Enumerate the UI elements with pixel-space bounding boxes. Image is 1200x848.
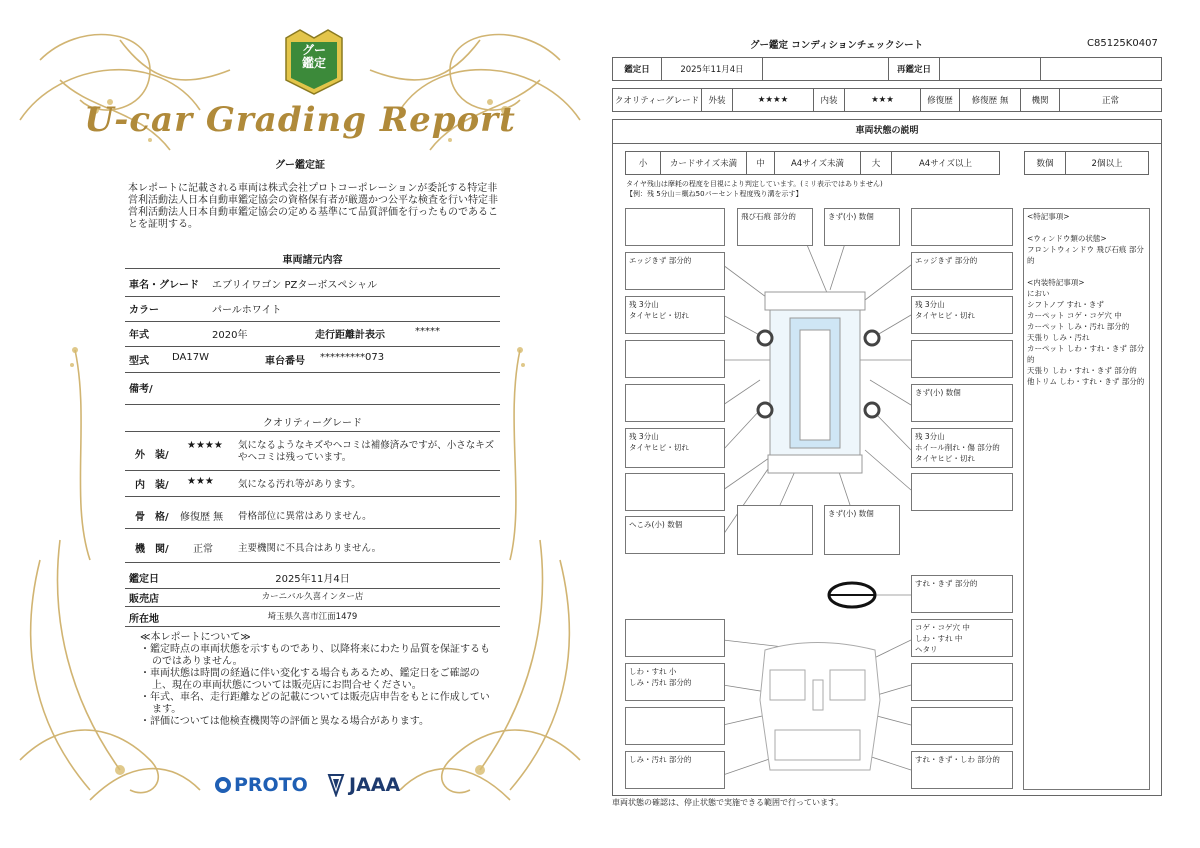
condition-box — [911, 208, 1013, 246]
interior-note-item: シフトノブ すれ・きず — [1027, 300, 1104, 309]
condition-box — [911, 663, 1013, 701]
tire-note-2: 【例：残 5分山＝概ね50パーセント程度残り溝を示す】 — [626, 190, 803, 198]
proto-logo-text: PROTO — [234, 774, 308, 796]
interior-label: 内 装/ — [135, 480, 169, 491]
right-front-edge-note: エッジきず 部分的 — [915, 256, 978, 265]
interior-label: 内装 — [814, 89, 845, 112]
right-front-tire-tread: 残 3分山 — [915, 300, 945, 309]
info-row-date — [125, 570, 500, 589]
legend-medium: 中 — [747, 152, 775, 175]
date-label: 鑑定日 — [613, 58, 662, 81]
certificate-text: 本レポートに記載される車両は株式会社プロトコーポレーションが委託する特定非営利活動法人日本自動車鑑定協会の資格保有者が厳選かつ公平な検査を行い特定非営利活動法人日本自動車鑑定協会の定める基準にて品質評価を行ったものであることを証明する。 — [128, 183, 498, 230]
rear-seat-stain-note: しみ・汚れ 部分的 — [629, 755, 692, 764]
proto-logo — [215, 772, 308, 798]
interior-note-item: カーペット しみ・汚れ 部分的 — [1027, 322, 1130, 331]
engine-label: 機関 — [1021, 89, 1060, 112]
condition-box — [824, 505, 900, 555]
left-rear-tire-tread: 残 3分山 — [629, 432, 659, 441]
certificate-title: グー鑑定証 — [275, 160, 325, 171]
windshield-chip-note: 飛び石痕 部分的 — [741, 212, 796, 221]
spec-row-remarks — [125, 380, 500, 405]
right-rear-tire-tread: 残 3分山 — [915, 432, 945, 441]
info-row-shop — [125, 590, 500, 607]
exterior-stars: ★★★★ — [187, 440, 223, 451]
name-label: 車名・グレード — [129, 280, 199, 291]
engine-text: 主要機関に不具合はありません。 — [238, 543, 382, 554]
left-front-tire-crack: タイヤヒビ・切れ — [629, 311, 689, 320]
report-notes — [140, 632, 490, 728]
spec-row-name — [125, 276, 500, 297]
jaaa-logo-text: JAAA — [349, 774, 401, 796]
frame-text: 骨格部位に異常はありません。 — [238, 511, 372, 522]
condition-box — [625, 208, 725, 246]
condition-box — [625, 384, 725, 422]
spec-row-year — [125, 326, 500, 347]
seat-sag-note: ヘタリ — [915, 645, 938, 654]
interior-stars: ★★★ — [187, 476, 214, 487]
condition-box — [911, 428, 1013, 468]
shop-label: 販売店 — [129, 594, 159, 605]
divider — [125, 431, 500, 432]
jaaa-logo-mark — [327, 773, 345, 797]
special-notes-title: <特記事項> — [1027, 212, 1070, 221]
legend-count: 数個 — [1025, 152, 1066, 175]
report-script-title: U-car Grading Report — [84, 100, 516, 140]
color-value: パールホワイト — [212, 305, 282, 316]
model-value: DA17W — [172, 352, 209, 363]
note-item: ・評価については他検査機関等の評価と異なる場合があります。 — [140, 716, 429, 727]
shop-value: カーニバル久喜インター店 — [261, 592, 364, 602]
right-rear-wheel-note: ホイール削れ・傷 部分的 — [915, 443, 1000, 452]
window-notes-title: <ウィンドウ類の状態> — [1027, 234, 1107, 243]
condition-box — [625, 296, 725, 334]
condition-box — [911, 751, 1013, 789]
condition-box — [911, 473, 1013, 511]
proto-logo-mark — [215, 777, 231, 793]
interior-note-item: におい — [1027, 289, 1050, 298]
model-label: 型式 — [129, 356, 149, 367]
condition-box — [737, 505, 813, 555]
condition-box — [911, 575, 1013, 613]
tire-note-1: タイヤ残山は摩耗の程度を目視により判定しています。(ミリ表示ではありません) — [626, 180, 883, 188]
year-label: 年式 — [129, 330, 149, 341]
remarks-label: 備考/ — [129, 384, 153, 395]
spec-row-color — [125, 301, 500, 322]
interior-notes-title: <内装特記事項> — [1027, 278, 1085, 287]
sheet-id: C85125K0407 — [1087, 38, 1158, 49]
interior-note-item: カーペット しわ・すれ・きず 部分的 — [1027, 344, 1145, 364]
condition-box — [625, 473, 725, 511]
rear-scratch-note: きず(小) 数個 — [828, 509, 874, 518]
exterior-label: 外 装/ — [135, 450, 169, 461]
address-value: 埼玉県久喜市江面1479 — [267, 612, 358, 622]
grade-row-exterior — [125, 438, 500, 471]
right-side-scratch-note: きず(小) 数個 — [915, 388, 961, 397]
chassis-value: *********073 — [320, 352, 385, 363]
left-rear-tire-crack: タイヤヒビ・切れ — [629, 443, 689, 452]
engine-value: 正常 — [1060, 89, 1162, 112]
goo-badge — [293, 44, 335, 70]
badge-line1: グー — [301, 43, 326, 57]
chassis-label: 車台番号 — [265, 356, 305, 367]
seat-wrinkle-note: しわ・すれ 中 — [915, 634, 963, 643]
condition-box — [625, 252, 725, 290]
condition-box — [911, 384, 1013, 422]
interior-stars: ★★★ — [845, 89, 921, 112]
year-value: 2020年 — [212, 330, 248, 341]
condition-box — [911, 296, 1013, 334]
date-value: 2025年11月4日 — [275, 574, 350, 585]
condition-box — [911, 619, 1013, 657]
note-item: ・車両状態は時間の経過に伴い変化する場合もあるため、鑑定日をご確認の上、現在の車両状態については販売店にお問合せください。 — [140, 668, 480, 691]
condition-box — [911, 252, 1013, 290]
steering-note: すれ・きず 部分的 — [915, 579, 978, 588]
exterior-label: 外装 — [702, 89, 733, 112]
interior-note-item: 他トリム しわ・すれ・きず 部分的 — [1027, 377, 1145, 386]
grade-row-engine — [125, 540, 500, 563]
window-note-item: フロントウィンドウ 飛び石痕 部分的 — [1027, 245, 1144, 265]
engine-label: 機 関/ — [135, 544, 169, 555]
condition-box — [911, 340, 1013, 378]
front-scratch-note: きず(小) 数個 — [828, 212, 874, 221]
condition-box — [824, 208, 900, 246]
left-front-edge-note: エッジきず 部分的 — [629, 256, 692, 265]
condition-box — [625, 340, 725, 378]
rear-seat-wear-note: すれ・きず・しわ 部分的 — [915, 755, 1000, 764]
sheet-footer: 車両状態の確認は、停止状態で実施できる範囲で行っています。 — [612, 798, 844, 807]
divider — [125, 268, 500, 269]
left-front-tire-tread: 残 3分山 — [629, 300, 659, 309]
repair-label: 修復歴 — [921, 89, 960, 112]
right-rear-tire-crack: タイヤヒビ・切れ — [915, 454, 975, 463]
notes-title: ≪本レポートについて≫ — [140, 632, 251, 643]
color-label: カラー — [129, 305, 159, 316]
engine-value: 正常 — [193, 544, 213, 555]
condition-box — [911, 707, 1013, 745]
note-item: ・年式、車名、走行距離などの記載については販売店申告をもとに作成しています。 — [140, 692, 490, 715]
seat-wrinkle-small-note: しわ・すれ 小 — [629, 667, 677, 676]
jaaa-logo — [327, 772, 400, 798]
spec-row-model — [125, 352, 500, 373]
condition-box — [737, 208, 813, 246]
condition-box — [625, 619, 725, 657]
carpet-burn-note: コゲ・コゲ穴 中 — [915, 623, 970, 632]
condition-box — [625, 751, 725, 789]
section-title: 車両状態の説明 — [612, 119, 1162, 144]
condition-box — [625, 707, 725, 745]
spec-section-title: 車両諸元内容 — [282, 255, 343, 266]
badge-line2: 鑑定 — [301, 56, 326, 70]
condition-check-sheet — [600, 0, 1200, 848]
legend-count-desc: 2個以上 — [1066, 152, 1149, 175]
legend-large-desc: A4サイズ以上 — [892, 152, 1000, 175]
date-value: 2025年11月4日 — [662, 58, 763, 81]
exterior-stars: ★★★★ — [733, 89, 814, 112]
note-item: ・鑑定時点の車両状態を示すものであり、以降将来にわたり品質を保証するものではありません。 — [140, 644, 490, 667]
interior-text: 気になる汚れ等があります。 — [238, 479, 361, 490]
quality-label: クオリティーグレード — [613, 89, 702, 112]
condition-box — [625, 428, 725, 468]
steering-wheel-icon — [829, 583, 875, 607]
condition-box — [625, 663, 725, 701]
sheet-title: グー鑑定 コンディションチェックシート — [750, 40, 924, 51]
redate-label: 再鑑定日 — [889, 58, 940, 81]
grade-row-interior — [125, 476, 500, 497]
legend-medium-desc: A4サイズ未満 — [775, 152, 861, 175]
frame-value: 修復歴 無 — [180, 512, 224, 523]
grade-row-frame — [125, 508, 500, 529]
interior-note-item: 天張り しわ・すれ・きず 部分的 — [1027, 366, 1137, 375]
legend-small: 小 — [626, 152, 661, 175]
exterior-text: 気になるようなキズやヘコミは補修済みですが、小さなキズやヘコミは残っています。 — [238, 440, 495, 463]
legend-small-desc: カードサイズ未満 — [661, 152, 747, 175]
seat-stain-note: しみ・汚れ 部分的 — [629, 678, 692, 687]
left-dent-note: へこみ(小) 数個 — [629, 520, 683, 529]
interior-note-item: カーペット コゲ・コゲ穴 中 — [1027, 311, 1122, 320]
repair-value: 修復歴 無 — [960, 89, 1021, 112]
name-value: エブリイワゴン PZターボスペシャル — [212, 280, 378, 291]
mileage-value: ***** — [415, 326, 440, 337]
address-label: 所在地 — [129, 614, 159, 625]
condition-box — [625, 516, 725, 554]
legend-large: 大 — [861, 152, 892, 175]
mileage-label: 走行距離計表示 — [315, 330, 385, 341]
right-front-tire-crack: タイヤヒビ・切れ — [915, 311, 975, 320]
grade-section-title: クオリティーグレード — [263, 418, 362, 429]
frame-label: 骨 格/ — [135, 512, 169, 523]
interior-note-item: 天張り しみ・汚れ — [1027, 333, 1090, 342]
info-row-address — [125, 610, 500, 627]
date-label: 鑑定日 — [129, 574, 159, 585]
